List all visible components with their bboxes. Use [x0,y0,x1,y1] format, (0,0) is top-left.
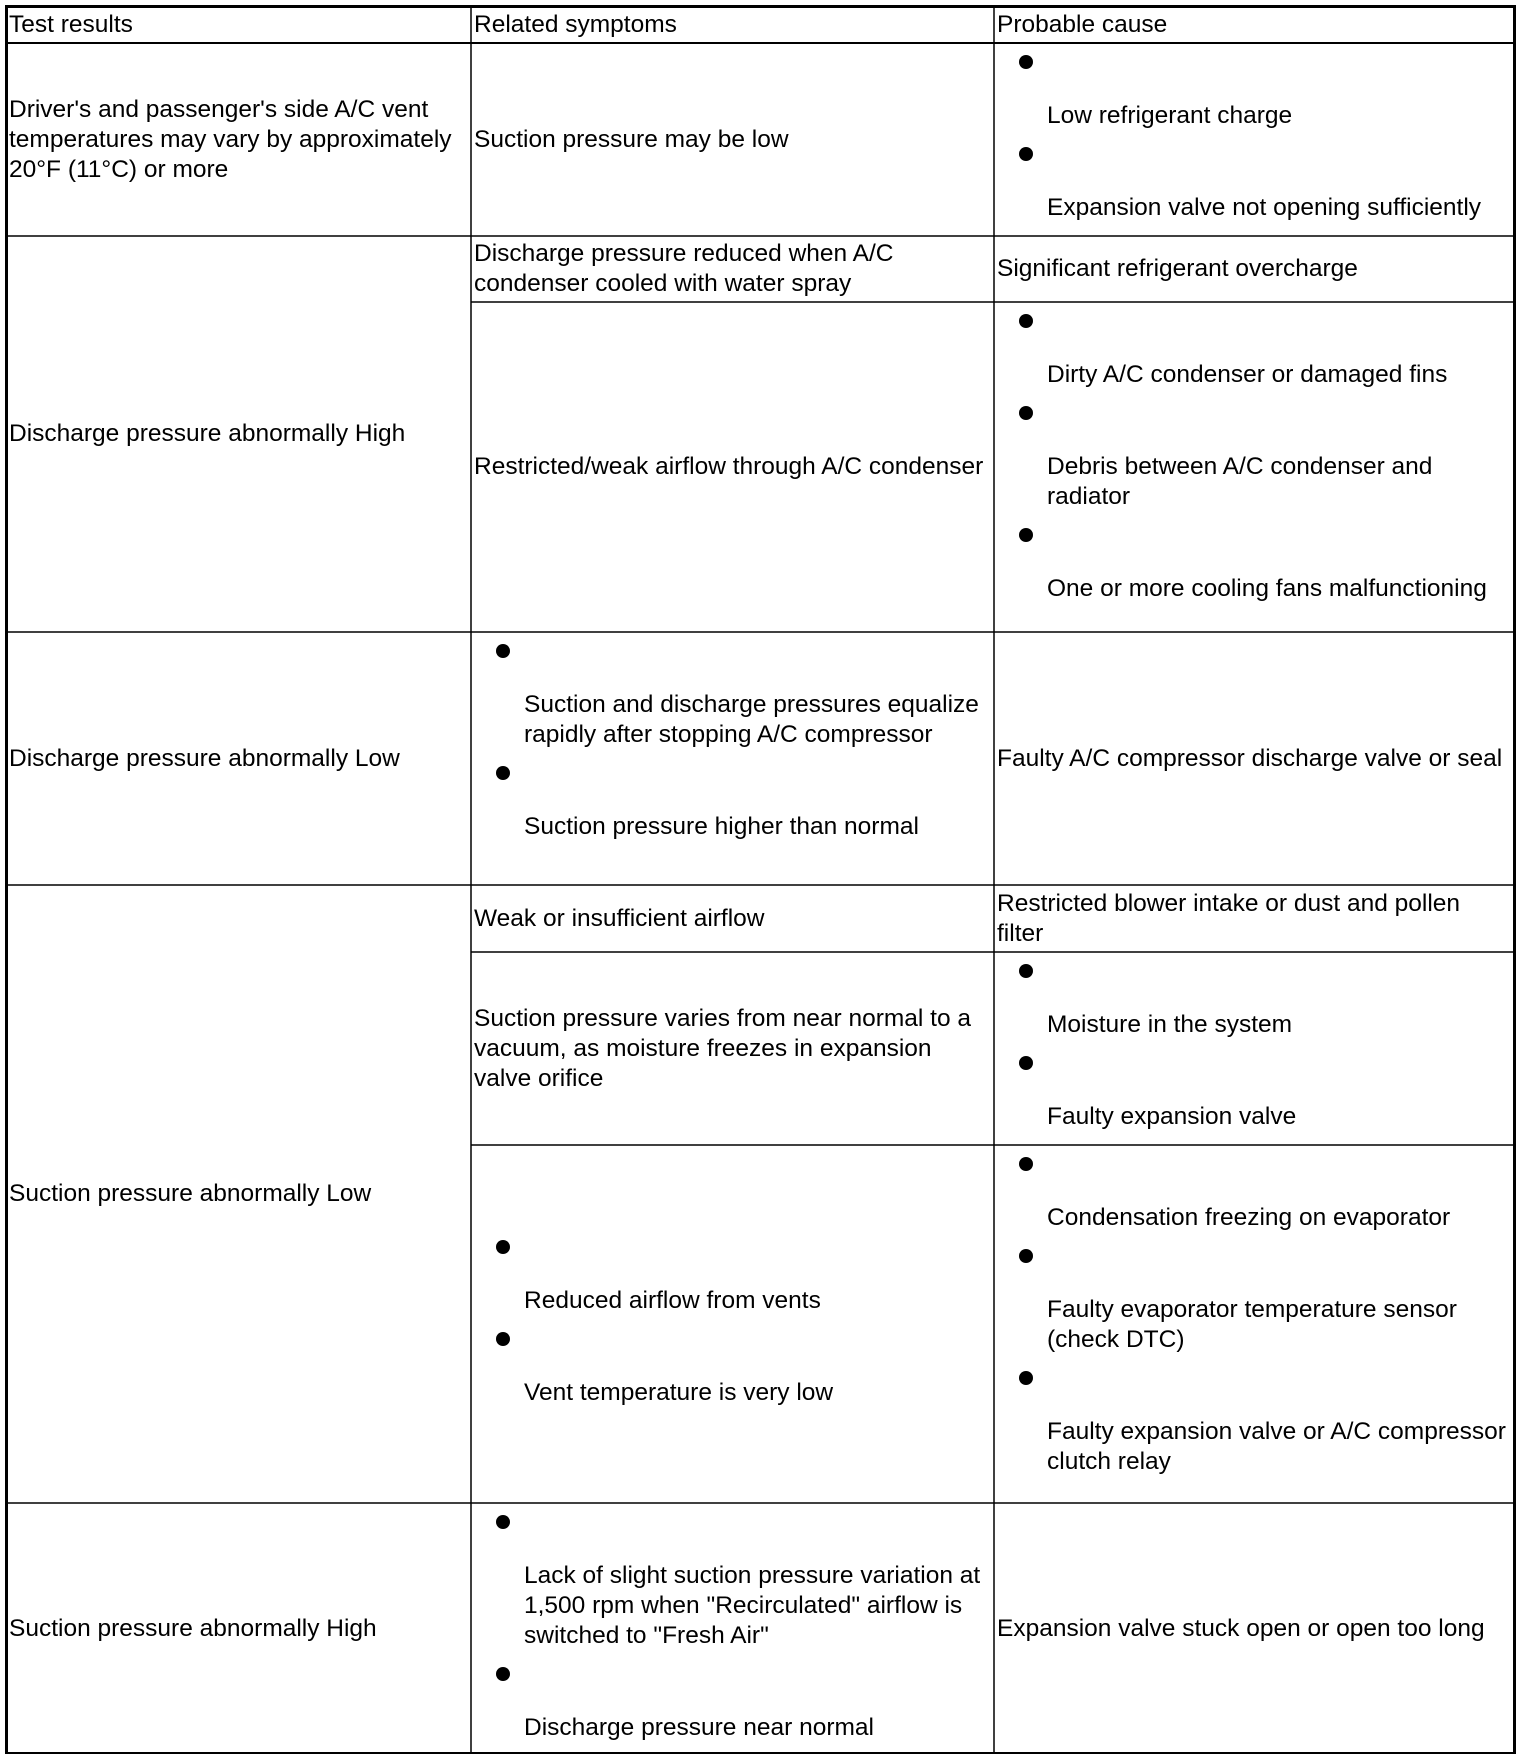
symptom-cell [471,885,994,952]
cause-list [997,1157,1509,1477]
list-item [997,406,1509,512]
bullet-icon [1019,964,1033,978]
cause-text: Moisture in the system [1047,1011,1293,1038]
list-item [997,964,1509,1040]
test-result-text: Discharge pressure abnormally High [9,420,406,447]
symptom-text: Suction pressure varies from near normal to a vacuum, as moisture freezes in expansion valve orifice [474,1004,972,1092]
bullet-icon [496,766,510,780]
list-item [997,1056,1509,1132]
symptom-cell [471,644,994,842]
bullet-icon [1019,314,1033,328]
cause-list [997,55,1509,223]
cause-cell [994,964,1515,1132]
symptom-text: Discharge pressure near normal [524,1714,874,1741]
cause-list [997,314,1509,604]
list-item [997,1157,1509,1233]
symptom-text: Reduced airflow from vents [524,1287,821,1314]
bullet-icon [1019,147,1033,161]
list-item [474,1515,988,1651]
symptom-text: Lack of slight suction pressure variation at 1,500 rpm when "Recirculated" airflow is switched to "Fresh Air" [524,1562,981,1649]
cause-text: Expansion valve stuck open or open too long [997,1614,1485,1642]
bullet-icon [1019,55,1033,69]
list-item [997,1249,1509,1355]
symptom-cell [471,302,994,632]
cause-cell [994,632,1515,885]
header-probable-cause: Probable cause [997,11,1168,38]
list-item [997,1371,1509,1477]
symptom-cell [471,1515,994,1743]
symptom-list [474,1240,988,1408]
cause-text: Faulty expansion valve [1047,1103,1297,1130]
bullet-icon [496,1515,510,1529]
symptom-cell [471,952,994,1145]
test-result-cell [6,632,471,885]
cause-text: Restricted blower intake or dust and pollen filter [997,889,1461,947]
cause-text: Faulty expansion valve or A/C compressor clutch relay [1047,1418,1506,1475]
symptom-cell [471,43,994,236]
list-item [474,1240,988,1316]
list-item [474,644,988,750]
cause-text: Faulty A/C compressor discharge valve or seal [997,744,1503,772]
symptom-cell [471,1145,994,1503]
cause-text: One or more cooling fans malfunctioning [1047,575,1487,602]
cause-cell [994,314,1515,604]
cause-text: Condensation freezing on evaporator [1047,1204,1451,1231]
test-result-text: Suction pressure abnormally Low [9,1180,372,1207]
bullet-icon [496,1240,510,1254]
list-item [997,147,1509,223]
bullet-icon [1019,1249,1033,1263]
test-result-text: Discharge pressure abnormally Low [9,744,400,772]
cause-text: Expansion valve not opening sufficiently [1047,194,1482,221]
symptom-list [474,1515,988,1743]
cause-list [997,964,1509,1132]
cause-text: Low refrigerant charge [1047,102,1293,129]
test-result-text: Driver's and passenger's side A/C vent temperatures may vary by approximately 20°F (11°C) or more [9,95,452,183]
header-test-results: Test results [9,11,133,38]
symptom-text: Suction and discharge pressures equalize rapidly after stopping A/C compressor [524,691,979,748]
bullet-icon [496,644,510,658]
bullet-icon [1019,1371,1033,1385]
symptom-text: Suction pressure higher than normal [524,813,919,840]
cause-text: Dirty A/C condenser or damaged fins [1047,361,1448,388]
cause-text: Faulty evaporator temperature sensor (check DTC) [1047,1296,1457,1353]
list-item [997,55,1509,131]
cause-cell [994,1157,1515,1477]
symptom-list [474,644,988,842]
bullet-icon [496,1667,510,1681]
cause-cell [994,885,1515,952]
list-item [997,314,1509,390]
symptom-text: Weak or insufficient airflow [474,904,765,932]
bullet-icon [496,1332,510,1346]
bullet-icon [1019,1056,1033,1070]
test-result-cell [6,1503,471,1754]
symptom-cell [471,236,994,302]
test-result-cell [6,43,471,236]
test-result-cell [6,236,471,632]
cause-text: Significant refrigerant overcharge [997,255,1358,282]
list-item [474,1667,988,1743]
bullet-icon [1019,406,1033,420]
symptom-text: Suction pressure may be low [474,125,789,153]
list-item [474,1332,988,1408]
list-item [474,766,988,842]
bullet-icon [1019,528,1033,542]
cause-text: Debris between A/C condenser and radiator [1047,453,1433,510]
bullet-icon [1019,1157,1033,1171]
cause-cell [994,55,1515,223]
list-item [997,528,1509,604]
symptom-text: Discharge pressure reduced when A/C condenser cooled with water spray [474,240,894,297]
symptom-text: Vent temperature is very low [524,1379,834,1406]
header-related-symptoms: Related symptoms [474,11,677,38]
cause-cell [994,236,1515,302]
cause-cell [994,1503,1515,1754]
test-result-text: Suction pressure abnormally High [9,1614,377,1642]
test-result-cell [6,885,471,1503]
symptom-text: Restricted/weak airflow through A/C condenser [474,453,984,480]
